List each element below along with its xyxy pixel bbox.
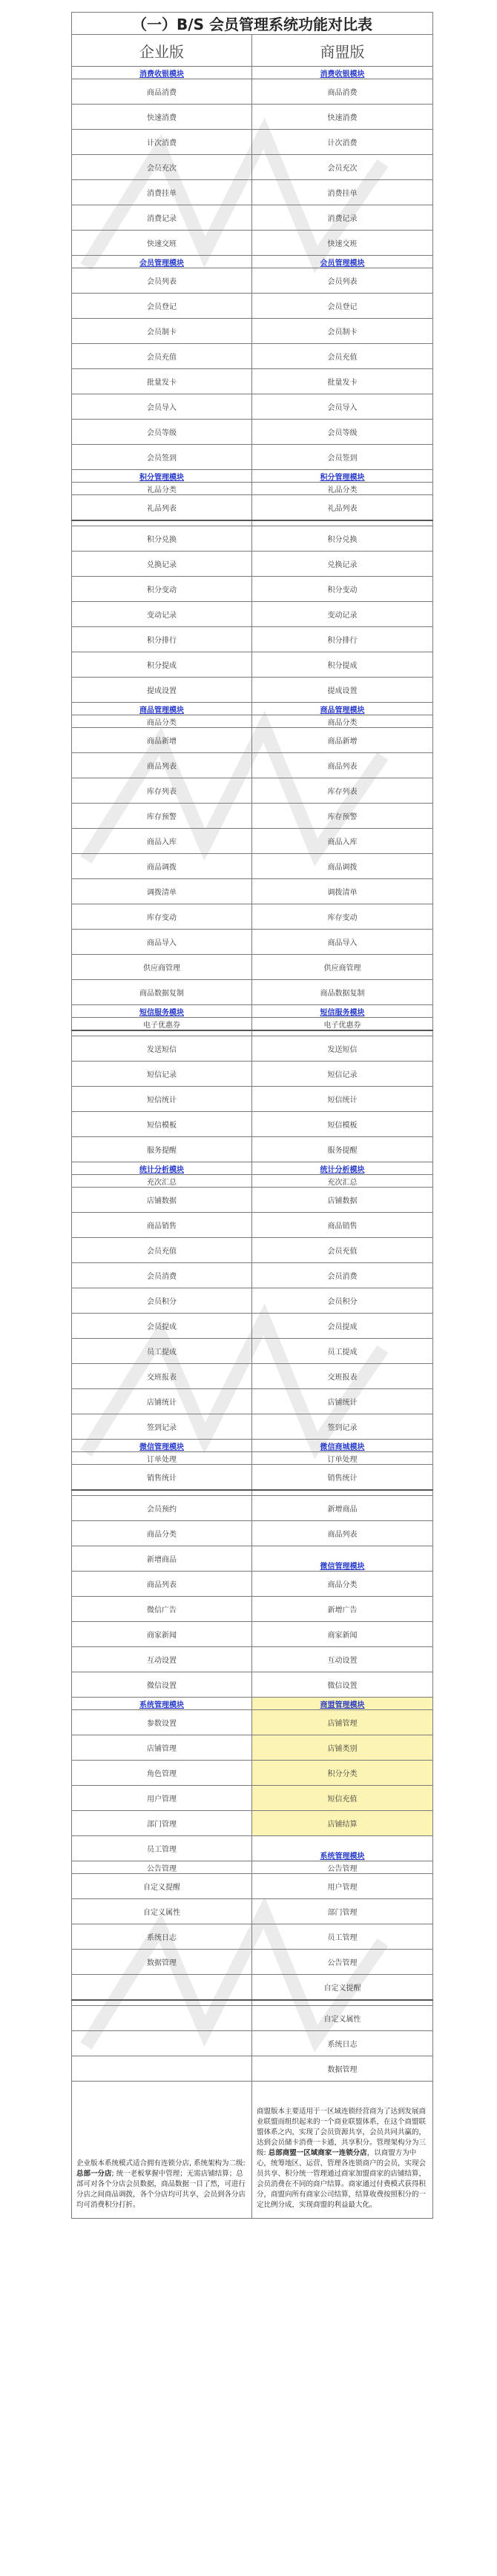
- table-row: [72, 1521, 433, 1546]
- feature-cell-alliance: 库存变动: [252, 904, 433, 930]
- feature-cell-enterprise: [72, 1975, 252, 2001]
- feature-cell-alliance: 商品分类: [252, 1572, 433, 1597]
- table-row: [72, 180, 433, 205]
- feature-cell-enterprise: 发送短信: [72, 1036, 252, 1062]
- feature-cell-alliance: 新增商品: [252, 1496, 433, 1521]
- divider-cell: [72, 1490, 252, 1496]
- feature-cell-alliance: 商品销售: [252, 1213, 433, 1238]
- feature-cell-enterprise: 员工管理: [72, 1836, 252, 1861]
- table-row: [72, 155, 433, 180]
- table-row: [72, 1314, 433, 1339]
- table-row: [72, 294, 433, 319]
- feature-cell-enterprise: 店铺统计: [72, 1389, 252, 1414]
- table-row: [72, 420, 433, 445]
- feature-cell-enterprise: 商品新增: [72, 728, 252, 753]
- feature-cell-enterprise: 积分排行: [72, 627, 252, 652]
- table-row: [72, 1950, 433, 1975]
- feature-cell-alliance: 系统管理模块: [252, 1836, 433, 1861]
- title-row: [72, 13, 433, 35]
- table-row: [72, 1188, 433, 1213]
- feature-cell-enterprise: 消费记录: [72, 205, 252, 231]
- section-header-left: 消费收银模块: [72, 67, 252, 79]
- feature-cell-alliance: 会员提成: [252, 1314, 433, 1339]
- feature-cell-enterprise: 变动记录: [72, 602, 252, 627]
- feature-cell-alliance: 自定义属性: [252, 2006, 433, 2031]
- feature-cell-enterprise: 会员登记: [72, 294, 252, 319]
- feature-cell-alliance: 会员登记: [252, 294, 433, 319]
- feature-cell-enterprise: 订单处理: [72, 1452, 252, 1465]
- feature-cell-enterprise: 积分变动: [72, 577, 252, 602]
- description-text: ，以商盟方为中心，统筹地区、运营、管理各连锁商户的会员，实现会员共享、积分统一管理通过商家加盟商家的店铺结算，会员消费在不同的商户结算。商家通过付费模式获得积分，商盟向所有商家公司结算，结算收费按照积分的一定比例分成，实现商盟的利益最大化。: [257, 2149, 427, 2209]
- feature-cell-enterprise: 库存预警: [72, 804, 252, 829]
- feature-cell-alliance: 礼品列表: [252, 495, 433, 521]
- feature-cell-enterprise: 商品导入: [72, 930, 252, 955]
- section-header-row: [72, 67, 433, 79]
- feature-cell-alliance: 微信设置: [252, 1672, 433, 1698]
- table-row: [72, 854, 433, 879]
- table-row: [72, 715, 433, 728]
- feature-cell-enterprise: 会员积分: [72, 1288, 252, 1314]
- feature-cell-enterprise: 库存列表: [72, 778, 252, 804]
- table-row: [72, 1018, 433, 1031]
- table-body: [72, 13, 433, 2219]
- feature-cell-enterprise: [72, 2056, 252, 2082]
- table-row: [72, 1087, 433, 1112]
- feature-cell-alliance: 店铺统计: [252, 1389, 433, 1414]
- table-row: [72, 231, 433, 256]
- table-row: [72, 1263, 433, 1288]
- feature-cell-alliance: 店铺管理: [252, 1710, 433, 1735]
- feature-cell-enterprise: 会员等级: [72, 420, 252, 445]
- feature-cell-alliance: 短信统计: [252, 1087, 433, 1112]
- feature-cell-alliance: 新增广告: [252, 1597, 433, 1622]
- feature-cell-alliance: 商品列表: [252, 1521, 433, 1546]
- table-row: [72, 879, 433, 904]
- table-row: [72, 1572, 433, 1597]
- feature-cell-alliance: 会员导入: [252, 394, 433, 420]
- table-row: [72, 526, 433, 552]
- feature-cell-alliance: 会员充值: [252, 1238, 433, 1263]
- section-header-right: 积分管理模块: [252, 470, 433, 483]
- table-row: [72, 105, 433, 130]
- table-row: [72, 577, 433, 602]
- feature-cell-alliance: 店铺数据: [252, 1188, 433, 1213]
- feature-cell-enterprise: 充次汇总: [72, 1175, 252, 1188]
- section-header-right: 商品管理模块: [252, 703, 433, 715]
- feature-cell-alliance: 公告管理: [252, 1861, 433, 1874]
- feature-cell-enterprise: 自定义属性: [72, 1899, 252, 1924]
- feature-cell-alliance: 部门管理: [252, 1899, 433, 1924]
- feature-cell-enterprise: 短信记录: [72, 1062, 252, 1087]
- feature-cell-alliance: 消费记录: [252, 205, 433, 231]
- divider-cell: [72, 2000, 252, 2006]
- feature-cell-alliance: 商品分类: [252, 715, 433, 728]
- table-row: [72, 1710, 433, 1735]
- section-header-right: 消费收银模块: [252, 67, 433, 79]
- description-text: 商盟版本主要适用于一区域连锁经营商为了达到发展商业联盟而组织起来的一个商业联盟体系，在这个商盟联盟体系之内，实现了会员资源共享，会员共同共赢的，达到会员储卡消费一卡通，共享积分。管理架构分为三级:: [257, 2108, 427, 2157]
- table-row: [72, 369, 433, 394]
- feature-cell-enterprise: 商品分类: [72, 715, 252, 728]
- table-row: [72, 1786, 433, 1811]
- feature-cell-enterprise: 会员导入: [72, 394, 252, 420]
- table-row: [72, 1874, 433, 1899]
- feature-cell-enterprise: 自定义提醒: [72, 1874, 252, 1899]
- feature-cell-alliance: 系统日志: [252, 2031, 433, 2056]
- description-emphasis: 总部商盟一区域商家一连锁分店: [268, 2149, 367, 2157]
- feature-cell-alliance: 积分兑换: [252, 526, 433, 552]
- feature-cell-alliance: 商品调拨: [252, 854, 433, 879]
- table-row: [72, 728, 433, 753]
- description-text: 企业版本系统模式适合拥有连锁分店, 系统架构为二级:: [76, 2159, 246, 2168]
- divider-cell: [252, 1490, 433, 1496]
- table-row: [72, 1213, 433, 1238]
- table-row: [72, 1465, 433, 1491]
- feature-cell-alliance: 微信管理模块: [252, 1546, 433, 1572]
- feature-cell-enterprise: 参数设置: [72, 1710, 252, 1735]
- feature-cell-enterprise: 会员预约: [72, 1496, 252, 1521]
- section-header-left: 短信服务模块: [72, 1005, 252, 1018]
- table-row: [72, 602, 433, 627]
- table-row: [72, 1975, 433, 2001]
- section-header-right: 会员管理模块: [252, 256, 433, 268]
- divider-cell: [252, 1030, 433, 1036]
- feature-cell-enterprise: 消费挂单: [72, 180, 252, 205]
- table-row: [72, 495, 433, 521]
- feature-cell-alliance: 快速交班: [252, 231, 433, 256]
- feature-cell-enterprise: 商家新闻: [72, 1622, 252, 1647]
- feature-cell-alliance: 交班报表: [252, 1364, 433, 1389]
- feature-cell-enterprise: 计次消费: [72, 130, 252, 155]
- table-row: [72, 1597, 433, 1622]
- divider-cell: [72, 520, 252, 526]
- column-header-row: [72, 35, 433, 67]
- section-header-row: [72, 1698, 433, 1710]
- feature-cell-alliance: 会员充值: [252, 344, 433, 369]
- feature-cell-alliance: 商品列表: [252, 753, 433, 778]
- table-row: [72, 319, 433, 344]
- table-row: [72, 1175, 433, 1188]
- table-row: [72, 980, 433, 1005]
- section-header-right: 短信服务模块: [252, 1005, 433, 1018]
- feature-cell-enterprise: 服务提醒: [72, 1137, 252, 1162]
- table-row: [72, 1137, 433, 1162]
- feature-cell-alliance: 会员积分: [252, 1288, 433, 1314]
- feature-cell-enterprise: 商品列表: [72, 1572, 252, 1597]
- table-row: [72, 394, 433, 420]
- table-row: [72, 79, 433, 105]
- feature-cell-alliance: 商家新闻: [252, 1622, 433, 1647]
- feature-cell-alliance: 积分提成: [252, 652, 433, 678]
- feature-cell-alliance: 会员列表: [252, 268, 433, 294]
- table-row: [72, 1112, 433, 1137]
- feature-cell-alliance: 商品新增: [252, 728, 433, 753]
- table-row: [72, 1861, 433, 1874]
- feature-cell-enterprise: 快速交班: [72, 231, 252, 256]
- section-header-row: [72, 1440, 433, 1452]
- divider-cell: [72, 1030, 252, 1036]
- feature-cell-alliance: 短信记录: [252, 1062, 433, 1087]
- feature-cell-alliance: 供应商管理: [252, 955, 433, 980]
- feature-cell-alliance: 变动记录: [252, 602, 433, 627]
- table-row: [72, 344, 433, 369]
- section-divider: [72, 520, 433, 526]
- table-row: [72, 205, 433, 231]
- feature-cell-enterprise: 提成设置: [72, 678, 252, 703]
- table-row: [72, 2006, 433, 2031]
- feature-cell-enterprise: 商品消费: [72, 79, 252, 105]
- feature-cell-enterprise: 会员充值: [72, 1238, 252, 1263]
- alliance-description: [252, 2082, 433, 2219]
- comparison-table: [71, 12, 433, 2219]
- feature-cell-alliance: 短信充值: [252, 1786, 433, 1811]
- feature-cell-enterprise: 会员签到: [72, 445, 252, 470]
- feature-cell-enterprise: 新增商品: [72, 1546, 252, 1572]
- feature-cell-alliance: 消费挂单: [252, 180, 433, 205]
- feature-cell-enterprise: 调拨清单: [72, 879, 252, 904]
- feature-cell-enterprise: 交班报表: [72, 1364, 252, 1389]
- feature-cell-enterprise: 商品数据复制: [72, 980, 252, 1005]
- table-row: [72, 1364, 433, 1389]
- section-header-left: 会员管理模块: [72, 256, 252, 268]
- section-header-row: [72, 1162, 433, 1175]
- feature-cell-enterprise: 商品调拨: [72, 854, 252, 879]
- table-row: [72, 130, 433, 155]
- table-row: [72, 1899, 433, 1924]
- feature-cell-alliance: 积分分类: [252, 1761, 433, 1786]
- table-row: [72, 955, 433, 980]
- table-row: [72, 1761, 433, 1786]
- feature-cell-alliance: 员工提成: [252, 1339, 433, 1364]
- table-row: [72, 2031, 433, 2056]
- feature-cell-alliance: 订单处理: [252, 1452, 433, 1465]
- feature-cell-alliance: 计次消费: [252, 130, 433, 155]
- feature-cell-enterprise: 销售统计: [72, 1465, 252, 1491]
- table-row: [72, 1036, 433, 1062]
- page-title: （一）B/S 会员管理系统功能对比表: [72, 13, 433, 35]
- feature-cell-enterprise: 短信统计: [72, 1087, 252, 1112]
- feature-cell-enterprise: 电子优惠券: [72, 1018, 252, 1031]
- feature-cell-enterprise: [72, 2031, 252, 2056]
- enterprise-description: [72, 2082, 252, 2219]
- feature-cell-alliance: 店铺类别: [252, 1735, 433, 1761]
- feature-cell-alliance: 充次汇总: [252, 1175, 433, 1188]
- feature-cell-alliance: 商品数据复制: [252, 980, 433, 1005]
- feature-cell-enterprise: 供应商管理: [72, 955, 252, 980]
- table-row: [72, 1339, 433, 1364]
- feature-cell-alliance: 短信模板: [252, 1112, 433, 1137]
- table-row: [72, 1647, 433, 1672]
- section-header-row: [72, 703, 433, 715]
- feature-cell-alliance: 提成设置: [252, 678, 433, 703]
- table-row: [72, 483, 433, 495]
- feature-cell-enterprise: 数据管理: [72, 1950, 252, 1975]
- feature-cell-enterprise: 商品入库: [72, 829, 252, 854]
- feature-cell-enterprise: 礼品分类: [72, 483, 252, 495]
- table-row: [72, 930, 433, 955]
- table-row: [72, 1546, 433, 1572]
- table-row: [72, 804, 433, 829]
- feature-cell-alliance: 调拨清单: [252, 879, 433, 904]
- feature-cell-enterprise: 系统日志: [72, 1924, 252, 1950]
- feature-cell-alliance: 会员等级: [252, 420, 433, 445]
- feature-cell-enterprise: 积分兑换: [72, 526, 252, 552]
- feature-cell-enterprise: 微信设置: [72, 1672, 252, 1698]
- feature-cell-alliance: 兑换记录: [252, 552, 433, 577]
- feature-cell-enterprise: 积分提成: [72, 652, 252, 678]
- section-header-row: [72, 1005, 433, 1018]
- section-header-row: [72, 256, 433, 268]
- feature-cell-alliance: 店铺结算: [252, 1811, 433, 1836]
- table-row: [72, 1811, 433, 1836]
- feature-cell-enterprise: [72, 2006, 252, 2031]
- feature-cell-alliance: 公告管理: [252, 1950, 433, 1975]
- table-row: [72, 268, 433, 294]
- description-row: [72, 2082, 433, 2219]
- table-row: [72, 445, 433, 470]
- table-row: [72, 904, 433, 930]
- feature-cell-enterprise: 会员消费: [72, 1263, 252, 1288]
- feature-cell-alliance: 发送短信: [252, 1036, 433, 1062]
- feature-cell-enterprise: 签到记录: [72, 1414, 252, 1440]
- section-header-row: [72, 470, 433, 483]
- feature-cell-alliance: 员工管理: [252, 1924, 433, 1950]
- feature-cell-alliance: 会员签到: [252, 445, 433, 470]
- table-row: [72, 753, 433, 778]
- feature-cell-enterprise: 店铺数据: [72, 1188, 252, 1213]
- table-row: [72, 1836, 433, 1861]
- table-row: [72, 778, 433, 804]
- feature-cell-alliance: 会员消费: [252, 1263, 433, 1288]
- feature-cell-enterprise: 角色管理: [72, 1761, 252, 1786]
- section-header-left: 积分管理模块: [72, 470, 252, 483]
- section-header-right: 微信商城模块: [252, 1440, 433, 1452]
- feature-cell-enterprise: 互动设置: [72, 1647, 252, 1672]
- feature-cell-enterprise: 员工提成: [72, 1339, 252, 1364]
- feature-cell-enterprise: 兑换记录: [72, 552, 252, 577]
- feature-cell-alliance: 商品导入: [252, 930, 433, 955]
- table-row: [72, 1452, 433, 1465]
- feature-cell-enterprise: 商品列表: [72, 753, 252, 778]
- feature-cell-alliance: 商品入库: [252, 829, 433, 854]
- column-header-alliance: 商盟版: [252, 35, 433, 67]
- section-header-left: 商品管理模块: [72, 703, 252, 715]
- table-row: [72, 1389, 433, 1414]
- section-divider: [72, 2000, 433, 2006]
- table-row: [72, 1414, 433, 1440]
- feature-cell-alliance: 积分排行: [252, 627, 433, 652]
- divider-cell: [252, 2000, 433, 2006]
- feature-cell-enterprise: 微信广告: [72, 1597, 252, 1622]
- section-header-left: 统计分析模块: [72, 1162, 252, 1175]
- feature-cell-enterprise: 公告管理: [72, 1861, 252, 1874]
- feature-cell-enterprise: 快速消费: [72, 105, 252, 130]
- feature-cell-alliance: 用户管理: [252, 1874, 433, 1899]
- feature-cell-enterprise: 短信模板: [72, 1112, 252, 1137]
- feature-cell-alliance: 礼品分类: [252, 483, 433, 495]
- feature-cell-alliance: 批量发卡: [252, 369, 433, 394]
- column-header-enterprise: 企业版: [72, 35, 252, 67]
- table-row: [72, 1062, 433, 1087]
- table-row: [72, 1672, 433, 1698]
- table-row: [72, 1496, 433, 1521]
- feature-cell-enterprise: 会员充次: [72, 155, 252, 180]
- comparison-sheet: [71, 12, 432, 2219]
- feature-cell-alliance: 数据管理: [252, 2056, 433, 2082]
- feature-cell-enterprise: 会员提成: [72, 1314, 252, 1339]
- feature-cell-enterprise: 批量发卡: [72, 369, 252, 394]
- feature-cell-enterprise: 礼品列表: [72, 495, 252, 521]
- section-header-left: 系统管理模块: [72, 1698, 252, 1710]
- feature-cell-enterprise: 会员列表: [72, 268, 252, 294]
- table-row: [72, 829, 433, 854]
- description-emphasis: 总部一分店: [76, 2170, 112, 2178]
- table-row: [72, 678, 433, 703]
- table-row: [72, 1924, 433, 1950]
- feature-cell-enterprise: 会员充值: [72, 344, 252, 369]
- feature-cell-enterprise: 会员制卡: [72, 319, 252, 344]
- feature-cell-enterprise: 部门管理: [72, 1811, 252, 1836]
- feature-cell-alliance: 电子优惠券: [252, 1018, 433, 1031]
- table-row: [72, 1735, 433, 1761]
- table-row: [72, 1622, 433, 1647]
- feature-cell-alliance: 库存预警: [252, 804, 433, 829]
- feature-cell-alliance: 自定义提醒: [252, 1975, 433, 2001]
- feature-cell-enterprise: 用户管理: [72, 1786, 252, 1811]
- feature-cell-enterprise: 库存变动: [72, 904, 252, 930]
- feature-cell-alliance: 商品消费: [252, 79, 433, 105]
- feature-cell-enterprise: 商品销售: [72, 1213, 252, 1238]
- table-row: [72, 652, 433, 678]
- feature-cell-alliance: 互动设置: [252, 1647, 433, 1672]
- feature-cell-alliance: 快速消费: [252, 105, 433, 130]
- table-row: [72, 552, 433, 577]
- description-text: ; 统一老板掌握中管理；无需店铺结算；总部可对各个分店会员数据，商品数据一目了然，可进行分店之间商品调拨，各个分店均可共享，会员到各分店均可消费积分打折。: [76, 2170, 246, 2209]
- section-header-left: 微信管理模块: [72, 1440, 252, 1452]
- feature-cell-alliance: 服务提醒: [252, 1137, 433, 1162]
- feature-cell-alliance: 库存列表: [252, 778, 433, 804]
- table-row: [72, 1288, 433, 1314]
- feature-cell-alliance: 签到记录: [252, 1414, 433, 1440]
- feature-cell-enterprise: 店铺管理: [72, 1735, 252, 1761]
- feature-cell-alliance: 积分变动: [252, 577, 433, 602]
- feature-cell-alliance: 销售统计: [252, 1465, 433, 1491]
- feature-cell-enterprise: 商品分类: [72, 1521, 252, 1546]
- feature-cell-alliance: 会员制卡: [252, 319, 433, 344]
- table-row: [72, 627, 433, 652]
- divider-cell: [252, 520, 433, 526]
- section-divider: [72, 1490, 433, 1496]
- section-divider: [72, 1030, 433, 1036]
- feature-cell-alliance: 会员充次: [252, 155, 433, 180]
- table-row: [72, 1238, 433, 1263]
- section-header-right: 统计分析模块: [252, 1162, 433, 1175]
- section-header-right: 商盟管理模块: [252, 1698, 433, 1710]
- table-row: [72, 2056, 433, 2082]
